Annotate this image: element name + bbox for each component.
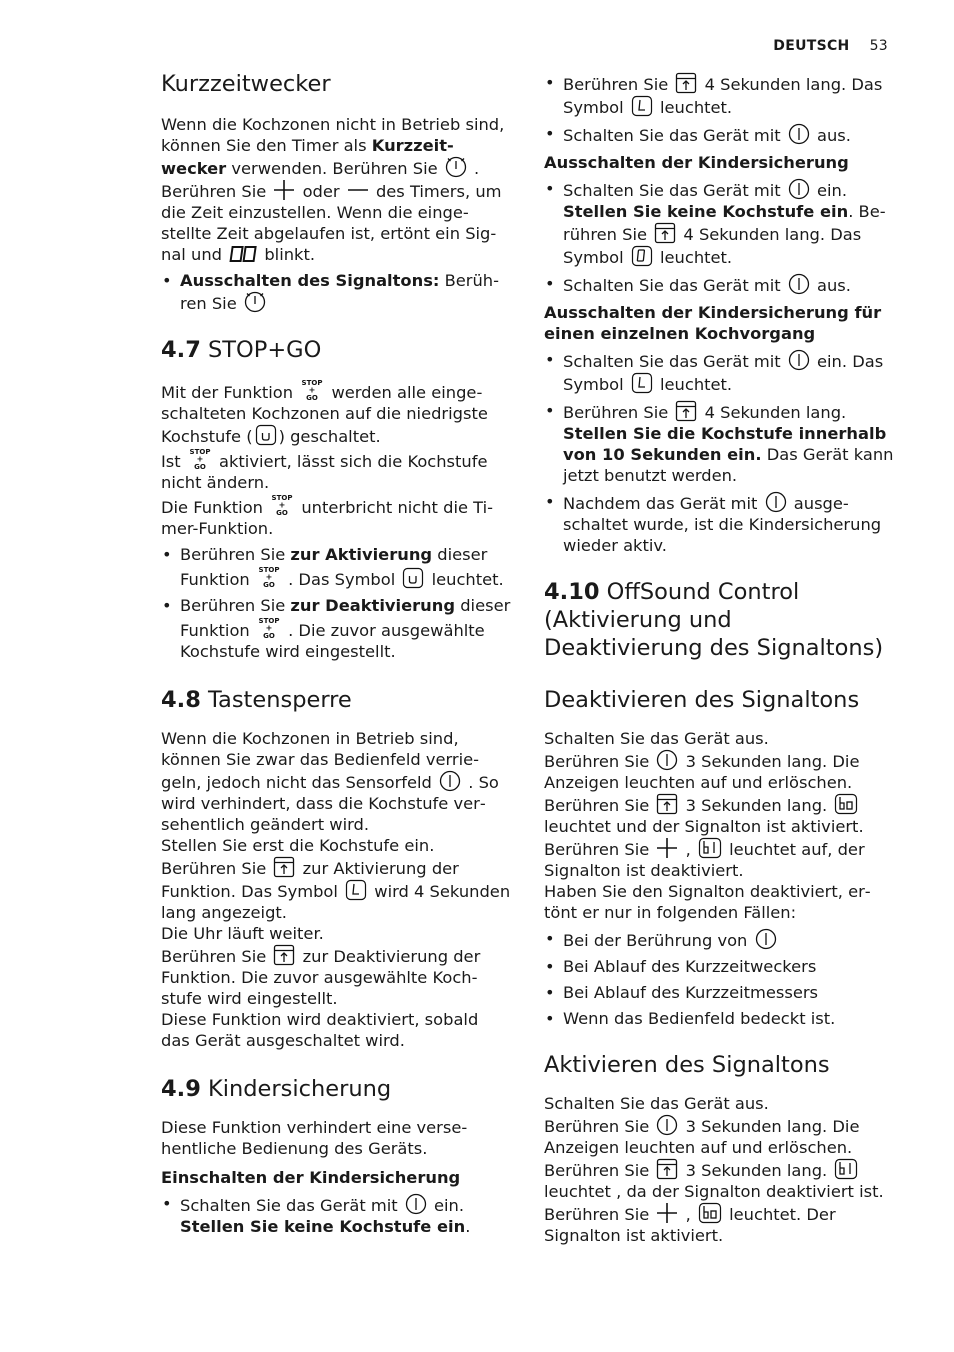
- lock-key-icon: [273, 944, 295, 966]
- lock-key-icon: [654, 222, 676, 244]
- svg-text:GO: GO: [193, 463, 206, 471]
- kindersicherung-paragraph: Diese Funktion verhindert eine versehentliche Bedienung des Geräts.: [161, 1118, 468, 1158]
- ausschalten-list: [544, 178, 896, 296]
- list-item: • Schalten Sie das Gerät mit aus.: [544, 123, 896, 146]
- svg-text:GO: GO: [263, 632, 275, 640]
- svg-text:+: +: [265, 572, 273, 582]
- subheading-ausschalten: Ausschalten der Kindersicherung: [544, 153, 849, 172]
- stop-go-icon: [300, 378, 324, 402]
- svg-text:GO: GO: [306, 394, 319, 402]
- einzelner-list: [544, 349, 896, 556]
- display-bo-icon: [834, 793, 858, 815]
- page-number: 53: [869, 38, 888, 54]
- kurzzeitwecker-paragraph: Wenn die Kochzonen nicht in Betrieb sind, können Sie den Timer als Kurzzeitwecker verwenden. Berühren Sie . Berühren Sie oder des Timers, um die Zeit einzustellen. Wenn die eingestellte Zeit abgelaufen ist, ertönt ein Signal und blinkt.: [161, 115, 505, 264]
- heading-4-7: 4.7 STOP+GO: [161, 337, 322, 363]
- list-item: • Berühren Sie 4 Sekunden lang. Stellen Sie die Kochstufe innerhalb von 10 Sekunden ein. Das Gerät kann jetzt benutzt werden.: [544, 400, 896, 486]
- display-bo-icon: [698, 1202, 722, 1224]
- header-language: DEUTSCH: [773, 38, 850, 54]
- list-item: • Schalten Sie das Gerät mit aus.: [544, 273, 896, 296]
- svg-text:GO: GO: [276, 509, 289, 517]
- heading-deaktivieren: Deaktivieren des Signaltons: [544, 687, 860, 713]
- kurzzeitwecker-list: [161, 270, 511, 314]
- display-00-icon: [229, 244, 257, 264]
- heading-4-8: 4.8 Tastensperre: [161, 687, 352, 713]
- power-icon: [439, 770, 461, 792]
- lock-key-icon: [273, 856, 295, 878]
- lock-l-icon: [631, 372, 653, 394]
- power-icon: [788, 349, 810, 371]
- svg-text:GO: GO: [263, 581, 275, 589]
- aktivieren-paragraph-3: Berühren Sie 3 Sekunden lang. leuchtet , da der Signalton deaktiviert ist. Berühren Sie , leuchtet. Der Signalton ist aktiviert.: [544, 1158, 896, 1246]
- subheading-einzelner-kochvorgang: Ausschalten der Kindersicherung für einen einzelnen Kochvorgang: [544, 303, 882, 343]
- lock-key-icon: [656, 793, 678, 815]
- lock-key-icon: [675, 72, 697, 94]
- list-item: • Berühren Sie zur Deaktivierung dieser Funktion STOP + GO . Die zuvor ausgewählte Kochstufe wird eingestellt.: [161, 595, 511, 662]
- display-bi-icon: [834, 1158, 858, 1180]
- list-item: • Bei Ablauf des Kurzzeitweckers: [544, 956, 896, 977]
- stop-go-icon: [257, 565, 281, 589]
- deaktivieren-paragraph-4: Berühren Sie , leuchtet auf, der Signalton ist deaktiviert.: [544, 837, 896, 881]
- svg-text:+: +: [308, 385, 316, 395]
- list-item: • Bei Ablauf des Kurzzeitmessers: [544, 982, 896, 1003]
- subheading-einschalten: Einschalten der Kindersicherung: [161, 1168, 461, 1187]
- power-icon: [788, 178, 810, 200]
- stop-go-icon: [270, 493, 294, 517]
- list-item: • Schalten Sie das Gerät mit ein. Das Symbol leuchtet.: [544, 349, 896, 395]
- list-item: • Berühren Sie 4 Sekunden lang. Das Symbol leuchtet.: [544, 72, 896, 118]
- aktivieren-paragraph-2: Berühren Sie 3 Sekunden lang. Die Anzeigen leuchten auf und erlöschen.: [544, 1114, 896, 1158]
- list-item: • Ausschalten des Signaltons: Berühren Sie: [161, 270, 511, 314]
- tastensperre-paragraph-1: Wenn die Kochzonen in Betrieb sind, können Sie zwar das Bedienfeld verriegeln, jedoch nicht das Sensorfeld . So wird verhindert, dass die Kochstufe versehentlich geändert wird.: [161, 729, 499, 834]
- stop-go-icon: [188, 447, 212, 471]
- power-icon: [656, 1114, 678, 1136]
- svg-text:+: +: [196, 454, 204, 464]
- tastensperre-paragraph-4: Die Uhr läuft weiter.: [161, 924, 324, 943]
- svg-text:STOP: STOP: [258, 566, 280, 574]
- einschalten-list: [161, 1193, 511, 1237]
- kindersicherung-cont-list: [544, 72, 896, 146]
- svg-text:STOP: STOP: [301, 379, 323, 387]
- page-header: [773, 38, 888, 54]
- power-icon: [765, 491, 787, 513]
- level-zero-icon: [631, 245, 653, 267]
- heading-kurzzeitwecker: Kurzzeitwecker: [161, 71, 331, 97]
- deaktivieren-paragraph-5: Haben Sie den Signalton deaktiviert, ertönt er nur in folgenden Fällen:: [544, 882, 871, 922]
- right-column: [544, 66, 896, 1246]
- deaktivieren-list: [544, 928, 896, 1029]
- svg-text:+: +: [278, 500, 286, 510]
- stopgo-paragraph-2: Ist STOP + GO aktiviert, lässt sich die Kochstufe nicht ändern.: [161, 448, 488, 492]
- aktivieren-paragraph-1: Schalten Sie das Gerät aus.: [544, 1094, 769, 1113]
- tastensperre-paragraph-2: Stellen Sie erst die Kochstufe ein.: [161, 836, 435, 855]
- minus-icon: [347, 179, 369, 201]
- list-item: • Wenn das Bedienfeld bedeckt ist.: [544, 1008, 896, 1029]
- lock-l-icon: [345, 879, 367, 901]
- timer-clock-icon: [244, 291, 266, 313]
- left-column: [161, 66, 511, 1237]
- level-u-icon: [255, 424, 277, 446]
- tastensperre-paragraph-6: Diese Funktion wird deaktiviert, sobald das Gerät ausgeschaltet wird.: [161, 1010, 479, 1050]
- stopgo-paragraph-1: Mit der Funktion STOP + GO werden alle eingeschalteten Kochzonen auf die niedrigste Kochstufe ( ) geschaltet.: [161, 379, 488, 446]
- heading-aktivieren: Aktivieren des Signaltons: [544, 1052, 830, 1078]
- heading-4-10: 4.10 OffSound Control (Aktivierung und Deaktivierung des Signaltons): [544, 579, 884, 661]
- svg-text:+: +: [265, 623, 273, 633]
- list-item: • Schalten Sie das Gerät mit ein. Stellen Sie keine Kochstufe ein.: [161, 1193, 511, 1237]
- tastensperre-paragraph-3: Berühren Sie zur Aktivierung der Funktion. Das Symbol wird 4 Sekunden lang angezeigt.: [161, 856, 511, 923]
- list-item: • Bei der Berührung von: [544, 928, 896, 951]
- plus-icon: [273, 179, 295, 201]
- display-bi-icon: [698, 837, 722, 859]
- tastensperre-paragraph-5: Berühren Sie zur Deaktivierung der Funktion. Die zuvor ausgewählte Kochstufe wird eingestellt.: [161, 944, 511, 1009]
- lock-l-icon: [631, 95, 653, 117]
- list-item: • Schalten Sie das Gerät mit ein. Stellen Sie keine Kochstufe ein. Berühren Sie 4 Sekunden lang. Das Symbol leuchtet.: [544, 178, 896, 268]
- svg-text:STOP: STOP: [258, 617, 280, 625]
- deaktivieren-paragraph-1: Schalten Sie das Gerät aus.: [544, 729, 769, 748]
- lock-key-icon: [675, 400, 697, 422]
- power-icon: [755, 928, 777, 950]
- list-item: • Nachdem das Gerät mit ausgeschaltet wurde, ist die Kindersicherung wieder aktiv.: [544, 491, 896, 556]
- power-icon: [788, 273, 810, 295]
- svg-text:STOP: STOP: [189, 448, 211, 456]
- stopgo-list: [161, 544, 511, 662]
- power-icon: [405, 1193, 427, 1215]
- level-u-icon: [402, 567, 424, 589]
- heading-4-9: 4.9 Kindersicherung: [161, 1076, 392, 1102]
- deaktivieren-paragraph-2: Berühren Sie 3 Sekunden lang. Die Anzeigen leuchten auf und erlöschen.: [544, 749, 896, 793]
- stopgo-paragraph-3: Die Funktion STOP + GO unterbricht nicht die Timer-Funktion.: [161, 494, 494, 538]
- power-icon: [656, 749, 678, 771]
- timer-clock-icon: [445, 156, 467, 178]
- lock-key-icon: [656, 1158, 678, 1180]
- list-item: • Berühren Sie zur Aktivierung dieser Funktion STOP + GO . Das Symbol leuchtet.: [161, 544, 511, 590]
- deaktivieren-paragraph-3: Berühren Sie 3 Sekunden lang. leuchtet und der Signalton ist aktiviert.: [544, 793, 896, 837]
- plus-icon: [656, 837, 678, 859]
- stop-go-icon: [257, 616, 281, 640]
- svg-text:STOP: STOP: [271, 494, 293, 502]
- power-icon: [788, 123, 810, 145]
- plus-icon: [656, 1202, 678, 1224]
